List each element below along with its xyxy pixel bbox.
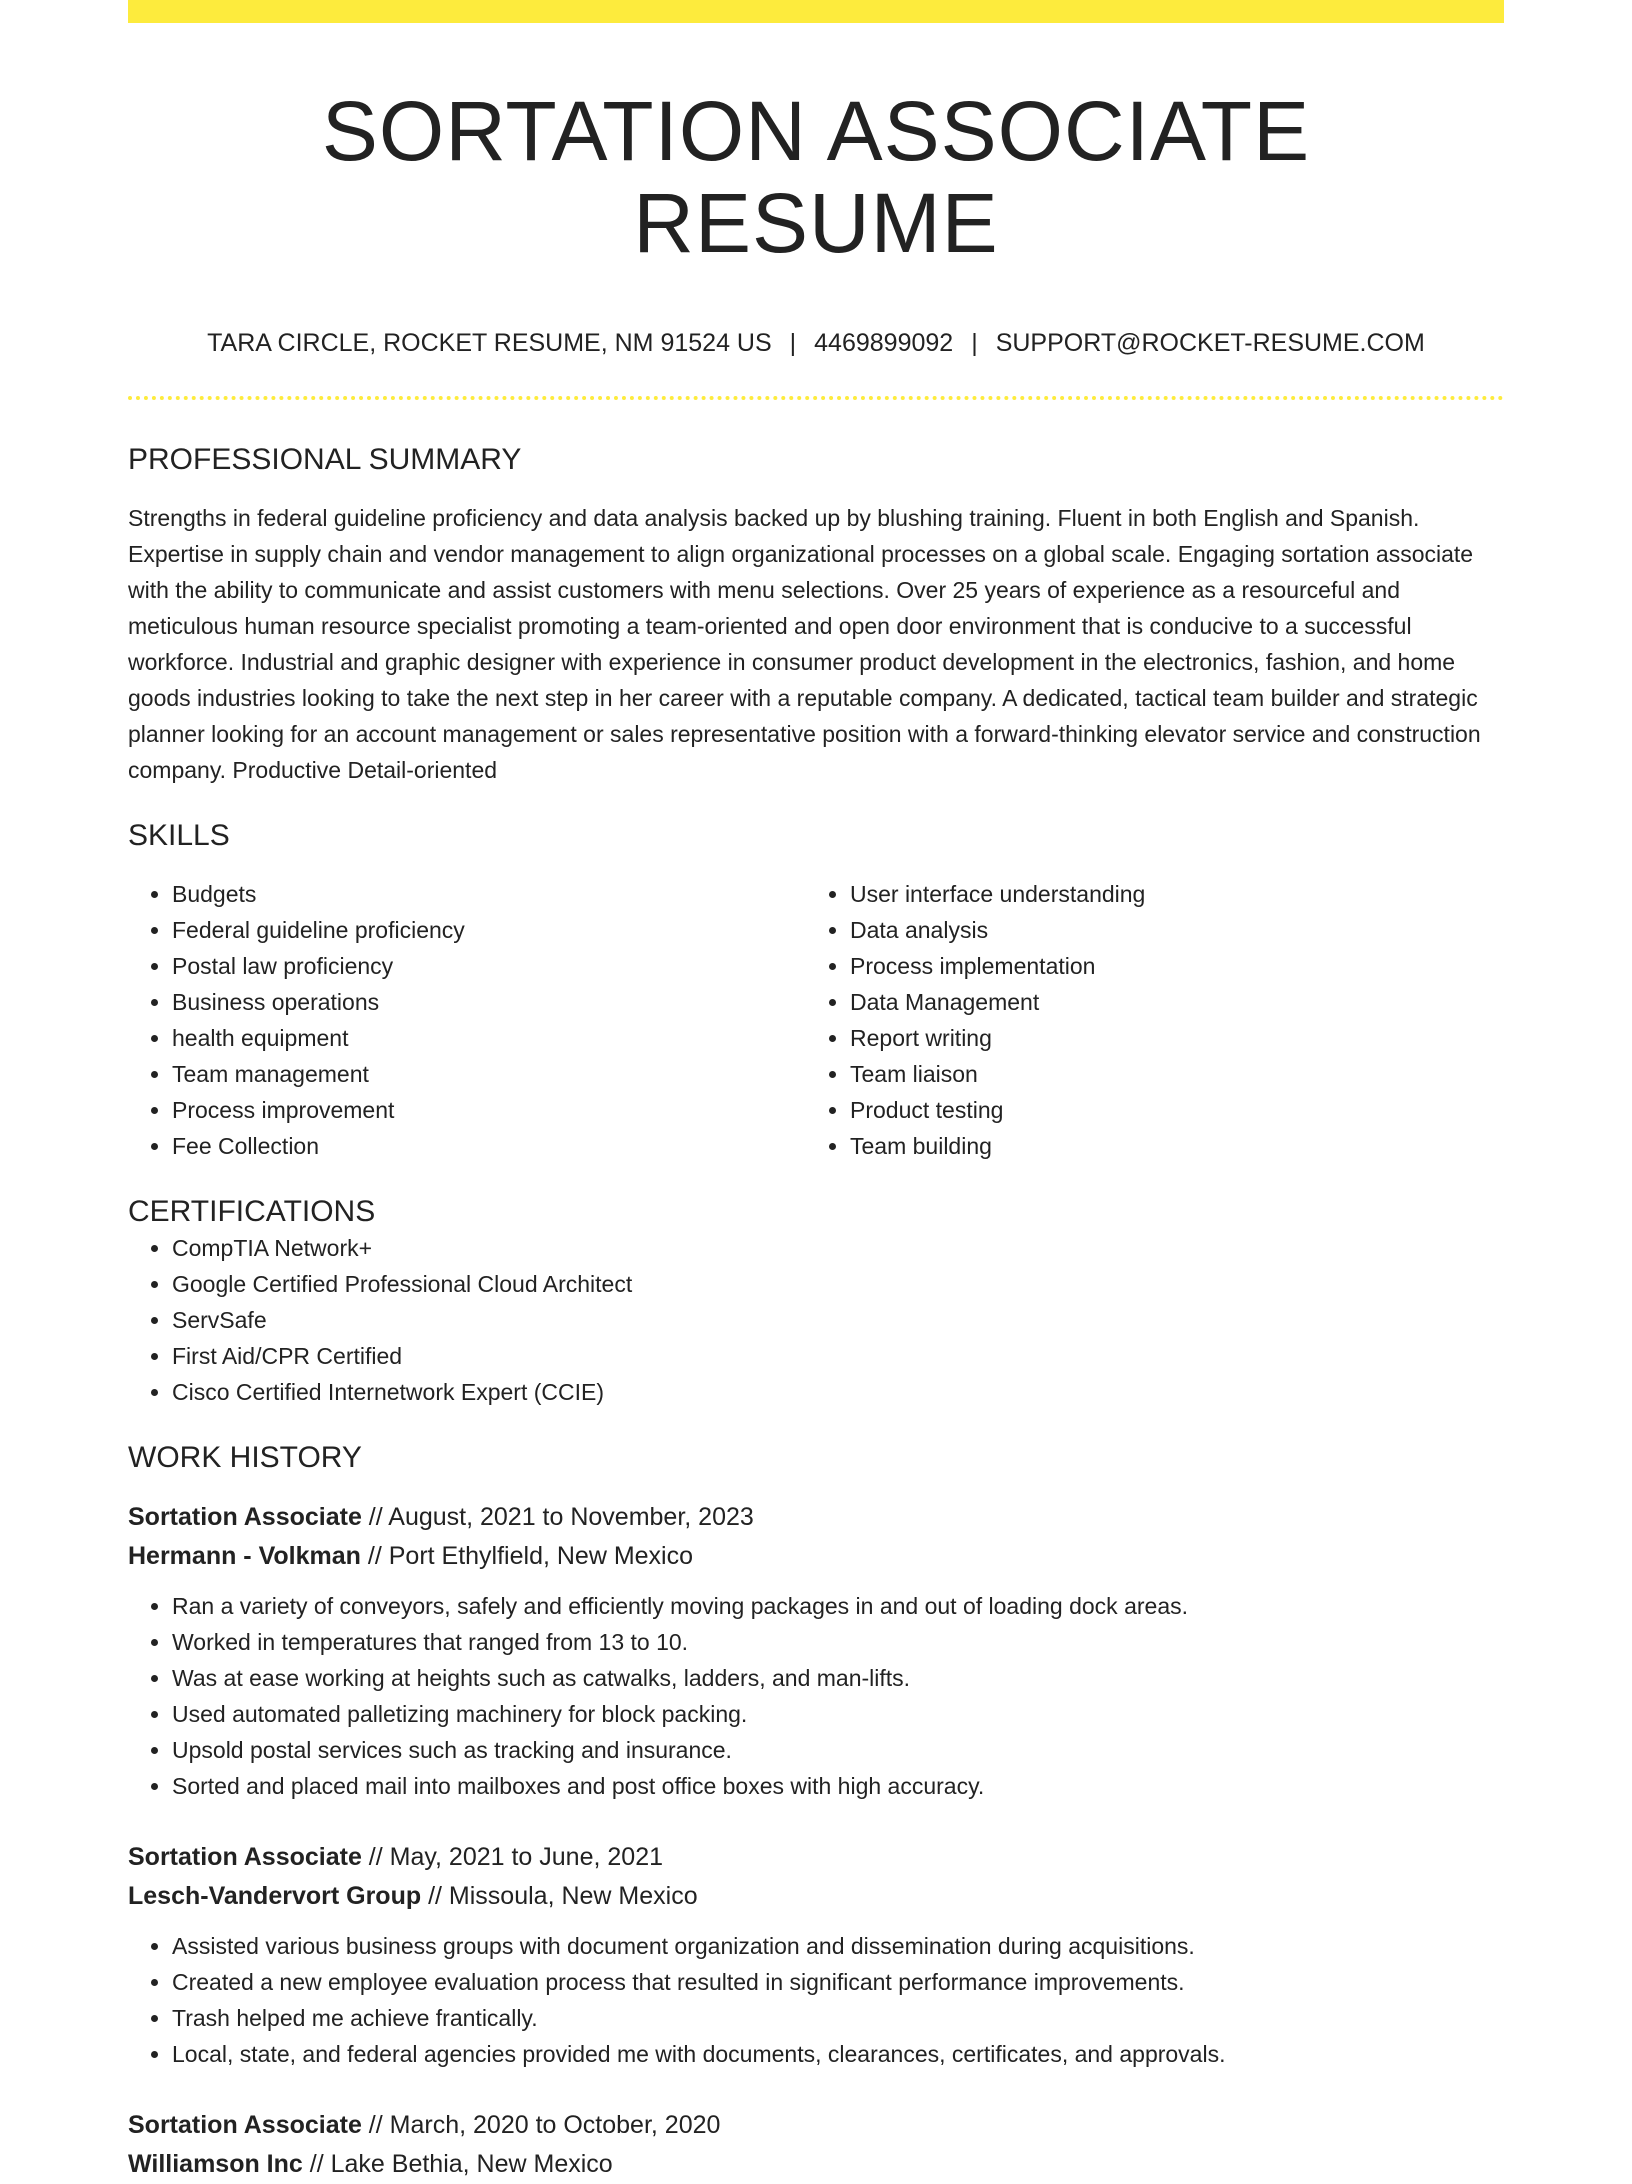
job-entry bbox=[128, 2106, 1504, 2184]
skills-columns bbox=[128, 876, 1504, 1164]
job-company: Hermann - Volkman bbox=[128, 1541, 361, 1570]
job-entry bbox=[128, 1838, 1504, 2072]
job-bullet: • Used automated palletizing machinery for block packing. bbox=[172, 1696, 1504, 1732]
job-separator: // bbox=[421, 1881, 449, 1910]
job-entry bbox=[128, 1498, 1504, 1804]
job-separator: // bbox=[360, 1541, 389, 1570]
job-dates: August, 2021 to November, 2023 bbox=[388, 1502, 754, 1531]
skill-item: • Process improvement bbox=[172, 1092, 806, 1128]
job-bullets bbox=[128, 1928, 1504, 2072]
skill-item: • Team liaison bbox=[850, 1056, 1484, 1092]
job-bullet: • Sorted and placed mail into mailboxes and post office boxes with high accuracy. bbox=[172, 1768, 1504, 1804]
job-bullet: • Created a new employee evaluation process that resulted in significant performance improvements. bbox=[172, 1964, 1504, 2000]
contact-email: SUPPORT@ROCKET-RESUME.COM bbox=[995, 328, 1425, 357]
contact-address: TARA CIRCLE, ROCKET RESUME, NM 91524 US bbox=[207, 328, 772, 357]
skill-item: • health equipment bbox=[172, 1020, 806, 1056]
job-title: Sortation Associate bbox=[128, 1842, 362, 1871]
job-separator: // bbox=[361, 1842, 390, 1871]
contact-separator: | bbox=[789, 328, 797, 357]
work-history-list bbox=[128, 1498, 1504, 2184]
job-company: Williamson Inc bbox=[128, 2149, 303, 2178]
certification-item: • CompTIA Network+ bbox=[172, 1230, 1504, 1266]
skill-item: • Process implementation bbox=[850, 948, 1484, 984]
job-bullet: • Ran a variety of conveyors, safely and efficiently moving packages in and out of loading dock areas. bbox=[172, 1588, 1504, 1624]
skill-item: • Budgets bbox=[172, 876, 806, 912]
certification-item: • ServSafe bbox=[172, 1302, 1504, 1338]
skills-left-column bbox=[128, 876, 806, 1164]
resume-page bbox=[128, 0, 1504, 2184]
job-bullet: • Was at ease working at heights such as catwalks, ladders, and man-lifts. bbox=[172, 1660, 1504, 1696]
skill-item: • Team building bbox=[850, 1128, 1484, 1164]
dotted-divider bbox=[128, 396, 1504, 400]
job-separator: // bbox=[302, 2149, 331, 2178]
skills-heading: SKILLS bbox=[128, 818, 230, 852]
skill-item: • Postal law proficiency bbox=[172, 948, 806, 984]
skill-item: • Data Management bbox=[850, 984, 1484, 1020]
skill-item: • Fee Collection bbox=[172, 1128, 806, 1164]
resume-title: SORTATION ASSOCIATE RESUME bbox=[321, 84, 1311, 271]
certifications-heading: CERTIFICATIONS bbox=[128, 1194, 376, 1228]
certifications-list bbox=[128, 1230, 1504, 1410]
skill-item: • Data analysis bbox=[850, 912, 1484, 948]
skill-item: • Team management bbox=[172, 1056, 806, 1092]
summary-text: Strengths in federal guideline proficiency and data analysis backed up by blushing training. Fluent in both English and Spanish. Expertise in supply chain and vendor management to align organizational processes on a global scale. Engaging sortation associate with the ability to communicate and assist customers with menu selections. Over 25 years of experience as a resourceful and meticulous human resource specialist promoting a team-oriented and open door environment that is conducive to a successful workforce. Industrial and graphic designer with experience in consumer product development in the electronics, fashion, and home goods industries looking to take the next step in her career with a reputable company. A dedicated, tactical team builder and strategic planner looking for an account management or sales representative position with a forward-thinking elevator service and construction company. Productive Detail-oriented bbox=[128, 504, 1481, 783]
job-title-line bbox=[128, 1498, 1504, 1537]
skills-right-column bbox=[806, 876, 1484, 1164]
job-dates: March, 2020 to October, 2020 bbox=[389, 2110, 721, 2139]
skill-item: • Business operations bbox=[172, 984, 806, 1020]
job-company: Lesch-Vandervort Group bbox=[128, 1881, 422, 1910]
job-bullet: • Local, state, and federal agencies provided me with documents, clearances, certificates, and approvals. bbox=[172, 2036, 1504, 2072]
summary-heading: PROFESSIONAL SUMMARY bbox=[128, 442, 522, 476]
skill-item: • Federal guideline proficiency bbox=[172, 912, 806, 948]
certification-item: • Cisco Certified Internetwork Expert (CCIE) bbox=[172, 1374, 1504, 1410]
skill-item: • Report writing bbox=[850, 1020, 1484, 1056]
job-title: Sortation Associate bbox=[128, 1502, 362, 1531]
job-title: Sortation Associate bbox=[128, 2110, 362, 2139]
job-bullet: • Worked in temperatures that ranged from 13 to 10. bbox=[172, 1624, 1504, 1660]
job-dates: May, 2021 to June, 2021 bbox=[389, 1842, 663, 1871]
job-location: Missoula, New Mexico bbox=[448, 1881, 698, 1910]
job-title-line bbox=[128, 1838, 1504, 1877]
job-location: Port Ethylfield, New Mexico bbox=[388, 1541, 694, 1570]
skill-item: • Product testing bbox=[850, 1092, 1484, 1128]
job-bullet: • Trash helped me achieve frantically. bbox=[172, 2000, 1504, 2036]
work-history-heading: WORK HISTORY bbox=[128, 1440, 362, 1474]
job-location: Lake Bethia, New Mexico bbox=[330, 2149, 613, 2178]
certification-item: • First Aid/CPR Certified bbox=[172, 1338, 1504, 1374]
job-bullet: • Assisted various business groups with document organization and dissemination during acquisitions. bbox=[172, 1928, 1504, 1964]
job-separator: // bbox=[361, 2110, 390, 2139]
contact-separator: | bbox=[971, 328, 978, 357]
job-company-line bbox=[128, 2145, 1504, 2184]
top-accent-bar bbox=[128, 0, 1504, 23]
contact-line bbox=[128, 328, 1504, 358]
job-separator: // bbox=[361, 1502, 389, 1531]
job-company-line bbox=[128, 1537, 1504, 1576]
job-bullet: • Upsold postal services such as tracking and insurance. bbox=[172, 1732, 1504, 1768]
job-company-line bbox=[128, 1877, 1504, 1916]
job-bullets bbox=[128, 1588, 1504, 1804]
contact-phone: 4469899092 bbox=[814, 328, 954, 357]
certification-item: • Google Certified Professional Cloud Architect bbox=[172, 1266, 1504, 1302]
skill-item: • User interface understanding bbox=[850, 876, 1484, 912]
